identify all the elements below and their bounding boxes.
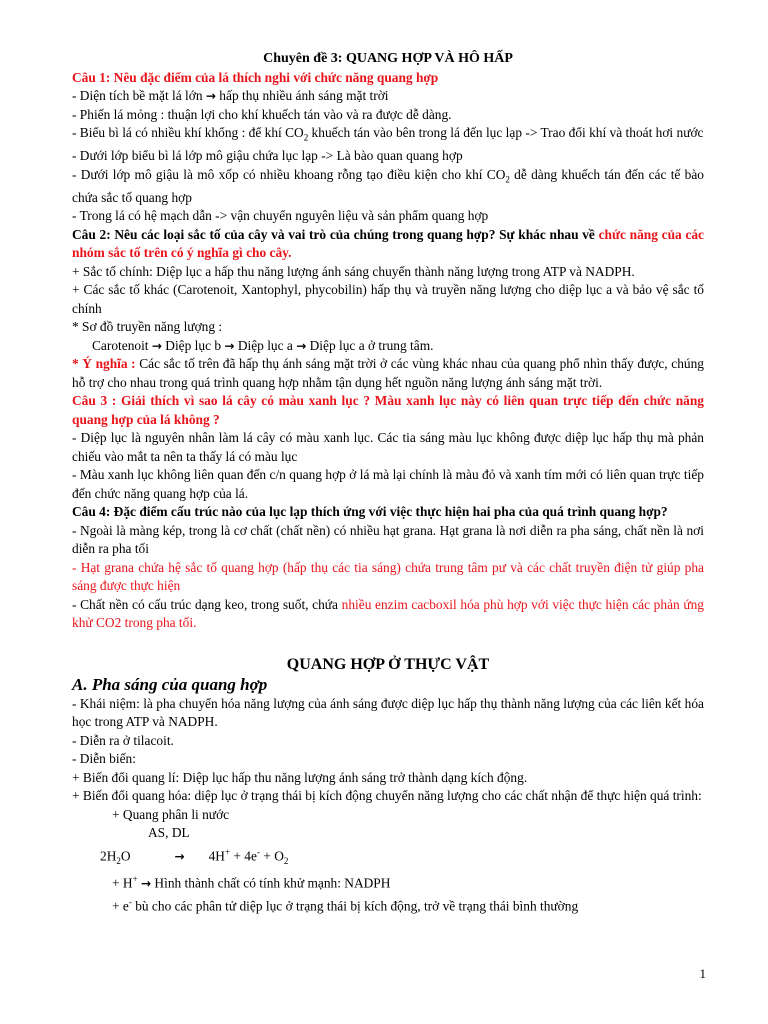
- q3-line-2: - Màu xanh lục không liên quan đến c/n quang hợp ở lá mà lại chính là màu đỏ và xanh tím mới có liên quan trực tiếp đến chức năng quang hợp của lá.: [72, 467, 704, 501]
- question-2-heading: Câu 2: Nêu các loại sắc tố của cây và vai trò của chúng trong quang hợp? Sự khác nhau về chức năng của các nhóm sắc tố trên có ý nghĩa gì cho cây.: [72, 226, 704, 261]
- section-line-4: + Biến đổi quang lí: Diệp lục hấp thu năng lượng ánh sáng trở thành dạng kích động.: [72, 769, 528, 785]
- q1-line-1: - Diện tích bề mặt lá lớn → hấp thụ nhiều ánh sáng mặt trời: [72, 88, 389, 103]
- section-title: QUANG HỢP Ở THỰC VẬT: [286, 655, 490, 673]
- section-h-line: + H+ → Hình thành chất có tính khử mạnh: NADPH: [112, 874, 391, 891]
- arrow-icon: →: [151, 338, 162, 353]
- arrow-icon: →: [141, 876, 152, 891]
- q2-line-2: + Các sắc tố khác (Carotenoit, Xantophyl, phycobilin) hấp thụ và truyền năng lượng cho diệp lục a và bảo vệ sắc tố chính: [72, 282, 704, 316]
- q1-line-4: - Dưới lớp biểu bì lá lớp mô giậu chứa lục lạp -> Là bào quan quang hợp: [72, 148, 463, 164]
- q2-line-1: + Sắc tố chính: Diệp lục a hấp thu năng lượng ánh sáng chuyển thành năng lượng trong ATP và NADPH.: [72, 263, 635, 279]
- question-3-heading: Câu 3 : Giải thích vì sao lá cây có màu xanh lục ? Màu xanh lục này có liên quan trực tiếp đến chức năng quang hợp của lá không ?: [72, 393, 704, 427]
- section-line-6: + Quang phân li nước: [112, 806, 230, 822]
- energy-transfer-chain: Carotenoit → Diệp lục b → Diệp lục a → Diệp lục a ở trung tâm.: [92, 337, 434, 353]
- q1-line-3: - Biểu bì lá có nhiều khí khổng : để khí $CO_2$ khuếch tán vào bên trong lá đến lục lạp -> Trao đổi khí và thoát hơi nước: [72, 125, 704, 143]
- arrow-icon: →: [174, 849, 185, 864]
- subsection-title: A. Pha sáng của quang hợp: [72, 674, 268, 694]
- water-photolysis-equation: $2H_2O \to 4H^+ + 4e^- + O_2$: [100, 846, 289, 866]
- reaction-condition: AS, DL: [148, 825, 190, 841]
- section-line-3: - Diễn biến:: [72, 751, 136, 767]
- q2-significance: * Ý nghĩa : Các sắc tố trên đã hấp thụ ánh sáng mặt trời ở các vùng khác nhau của quang phổ nhìn thấy được, chúng hỗ trợ cho nhau trong quá trình quang hợp nhằm tận dụng hết nguồn năng lượng ánh sáng mặt trời.: [72, 356, 704, 390]
- arrow-icon: →: [224, 338, 235, 353]
- document-page: [72, 50, 704, 916]
- q4-line-1: - Ngoài là màng kép, trong là cơ chất (chất nền) có nhiều hạt grana. Hạt grana là nơi diễn ra pha sáng, chất nền là nơi diễn ra pha tối: [72, 522, 704, 557]
- question-4-heading: Câu 4: Đặc điểm cấu trúc nào của lục lạp thích ứng với việc thực hiện hai pha của quá trình quang hợp?: [72, 504, 668, 520]
- q1-line-2: - Phiến lá mỏng : thuận lợi cho khí khuếch tán vào và ra được dễ dàng.: [72, 106, 452, 122]
- q4-line-3: - Chất nền có cấu trúc dạng keo, trong suốt, chứa nhiều enzim cacboxil hóa phù hợp với việc thực hiện các phản ứng khử CO2 trong pha tối.: [72, 596, 704, 631]
- q2-line-3: * Sơ đồ truyền năng lượng :: [72, 319, 223, 335]
- section-line-5: + Biến đổi quang hóa: diệp lục ở trạng thái bị kích động chuyển năng lượng cho các chất nhận để thực hiện quá trình:: [72, 788, 702, 804]
- q1-line-5: - Dưới lớp mô giậu là mô xốp có nhiều khoang rỗng tạo điều kiện cho khí $CO_2$ dễ dàng khuếch tán đến các tế bào chứa sắc tố quang hợp: [72, 166, 704, 205]
- q1-line-6: - Trong lá có hệ mạch dẫn -> vận chuyển nguyên liệu và sản phẩm quang hợp: [72, 208, 489, 224]
- page-title: Chuyên đề 3: QUANG HỢP VÀ HÔ HẤP: [263, 51, 513, 66]
- question-1-heading: Câu 1: Nêu đặc điểm của lá thích nghi với chức năng quang hợp: [72, 69, 439, 85]
- section-e-line: + e- bù cho các phân tử diệp lục ở trạng thái bị kích động, trở về trạng thái bình thường: [112, 897, 579, 914]
- q3-line-1: - Diệp lục là nguyên nhân làm lá cây có màu xanh lục. Các tia sáng màu lục không được diệp lục hấp thụ mà phản chiếu vào mắt ta nên ta thấy lá có màu lục: [72, 430, 704, 464]
- arrow-icon: →: [205, 89, 216, 103]
- q4-line-2: - Hạt grana chứa hệ sắc tố quang hợp (hấp thụ các tia sáng) chứa trung tâm pư và các chất truyền điện tử giúp pha sáng được thực hiện: [72, 559, 704, 594]
- section-line-1: - Khái niệm: là pha chuyển hóa năng lượng của ánh sáng được diệp lục hấp thụ thành năng lượng của các liên kết hóa học trong ATP và NADPH.: [72, 695, 704, 730]
- arrow-icon: →: [296, 338, 307, 353]
- section-line-2: - Diễn ra ở tilacoit.: [72, 732, 174, 748]
- page-number: 1: [699, 966, 706, 981]
